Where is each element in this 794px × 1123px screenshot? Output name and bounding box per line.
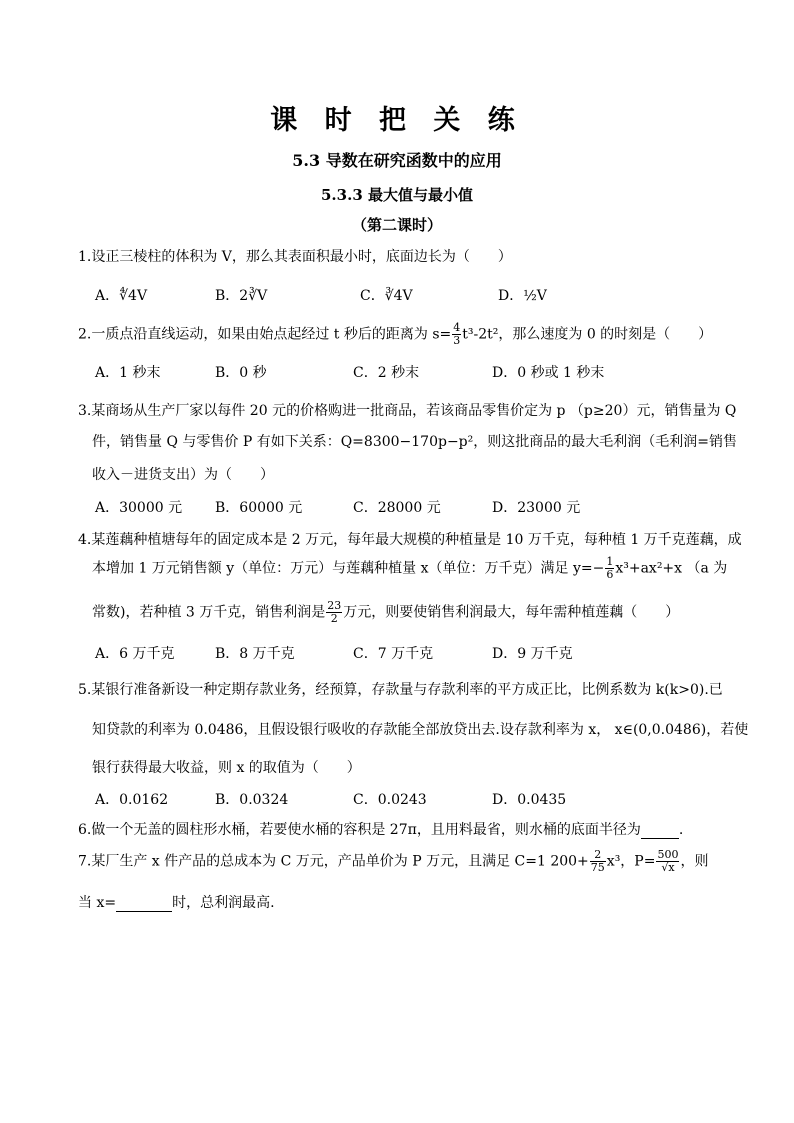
- question-7-line-2-b: 时，总利润最高.: [172, 895, 275, 911]
- question-7-line-2-a: 当 x=: [78, 895, 117, 911]
- question-7-fraction-p-numerator: 500: [657, 848, 679, 861]
- question-7-line-1: [78, 849, 708, 874]
- question-7-fraction-p-denominator: √x: [661, 861, 675, 874]
- question-5-option-d: D．0.0435: [492, 792, 567, 808]
- question-3-line-1: 3.某商场从生产厂家以每件 20 元的价格购进一批商品，若该商品零售价定为 p （p≥20）元，销售量为 Q: [78, 403, 737, 419]
- question-7-fraction-p: [656, 849, 679, 874]
- question-5-option-c: C．0.0243: [353, 792, 427, 808]
- question-4-line-1: 4.某莲藕种植塘每年的固定成本是 2 万元，每年最大规模的种植量是 10 万千克，每种植 1 万千克莲藕，成: [78, 532, 742, 548]
- question-2-stem: [78, 322, 712, 347]
- question-2-option-d: D．0 秒或 1 秒末: [492, 365, 605, 381]
- question-4-line-2: [92, 556, 727, 581]
- question-5-option-b: B．0.0324: [215, 792, 289, 808]
- question-3-line-3: 收入－进货支出）为（ ）: [92, 467, 274, 483]
- question-7-fraction-c-denominator: 75: [590, 861, 605, 874]
- question-2-option-a: A．1 秒末: [95, 365, 161, 381]
- question-3-option-b: B．60000 元: [215, 500, 303, 516]
- question-3-option-a: A．30000 元: [95, 500, 183, 516]
- question-4-fraction-1-numerator: 1: [606, 555, 614, 568]
- subsection-title: 5.3.3 最大值与最小值: [321, 186, 473, 204]
- question-1-option-d: D．½V: [498, 288, 547, 304]
- question-6-stem: 6.做一个无盖的圆柱形水桶，若要使水桶的容积是 27π，且用料最省，则水桶的底面半径为: [78, 822, 641, 838]
- question-7-fraction-c-numerator: 2: [590, 849, 606, 862]
- question-7-line-1-c: ，则: [680, 853, 709, 870]
- question-4-line-3: [92, 600, 679, 625]
- question-2-fraction-numerator: 4: [453, 321, 461, 334]
- period-label: （第二课时）: [351, 216, 442, 234]
- question-3-option-c: C．28000 元: [353, 500, 441, 516]
- question-1-stem: 1.设正三棱柱的体积为 V，那么其表面积最小时，底面边长为（ ）: [78, 249, 512, 265]
- question-1-option-b: B．2∛V: [215, 288, 268, 304]
- question-4-line-2-b: x³+ax²+x （a 为: [615, 560, 728, 577]
- question-4-option-b: B．8 万千克: [215, 646, 295, 662]
- question-5-line-3: 银行获得最大收益，则 x 的取值为（ ）: [92, 760, 361, 776]
- question-5-line-2: 知贷款的利率为 0.0486，且假设银行吸收的存款能全部放贷出去.设存款利率为 x， x∈(0,0.0486)，若使: [92, 722, 749, 738]
- question-7-answer-blank[interactable]: [116, 895, 172, 912]
- question-4-fraction-2-numerator: 23: [327, 599, 342, 612]
- question-7-line-1-b: x³，P=: [606, 853, 656, 870]
- question-2-option-c: C．2 秒末: [353, 365, 420, 381]
- question-4-option-d: D．9 万千克: [492, 646, 573, 662]
- question-2-stem-a: 2.一质点沿直线运动，如果由始点起经过 t 秒后的距离为 s=: [78, 326, 452, 343]
- question-3-option-d: D．23000 元: [492, 500, 581, 516]
- question-4-fraction-2-denominator: 2: [330, 612, 338, 625]
- question-6-answer-blank[interactable]: [641, 822, 679, 839]
- question-6: [78, 819, 683, 839]
- question-1-option-c: C．∛4V: [360, 288, 413, 304]
- question-2-fraction-denominator: 3: [453, 334, 461, 347]
- page-title: 课 时 把 关 练: [270, 105, 524, 136]
- question-5-option-a: A．0.0162: [95, 792, 169, 808]
- question-5-line-1: 5.某银行准备新设一种定期存款业务，经预算，存款量与存款利率的平方成正比，比例系数为 k(k>0).已: [78, 682, 723, 698]
- question-2-option-b: B．0 秒: [215, 365, 267, 381]
- question-7-line-2: [78, 892, 275, 912]
- question-4-line-2-a: 本增加 1 万元销售额 y（单位：万元）与莲藕种植量 x（单位：万千克）满足 y=−: [92, 560, 605, 577]
- question-3-line-2: 件，销售量 Q 与零售价 P 有如下关系：Q=8300−170p−p²，则这批商品的最大毛利润（毛利润=销售: [92, 434, 737, 450]
- question-4-fraction-1-denominator: 6: [606, 568, 614, 581]
- question-2-fraction: [452, 322, 461, 347]
- question-1-option-a: A．∜4V: [95, 288, 148, 304]
- question-7-line-1-a: 7.某厂生产 x 件产品的总成本为 C 万元，产品单价为 P 万元，且满足 C=1 200+: [78, 853, 589, 870]
- question-4-option-c: C．7 万千克: [353, 646, 434, 662]
- question-2-stem-b: t³-2t²，那么速度为 0 的时刻是（ ）: [462, 326, 713, 343]
- question-7-fraction-c: [590, 849, 606, 874]
- question-4-line-3-b: 万元，则要使销售利润最大，每年需种植莲藕（ ）: [343, 604, 680, 621]
- question-4-fraction-2: [326, 600, 342, 625]
- question-6-end: .: [678, 822, 684, 838]
- question-4-fraction-1: [605, 556, 614, 581]
- section-title: 5.3 导数在研究函数中的应用: [292, 151, 502, 170]
- question-4-option-a: A．6 万千克: [95, 646, 175, 662]
- question-4-line-3-a: 常数)，若种植 3 万千克，销售利润是: [92, 604, 326, 621]
